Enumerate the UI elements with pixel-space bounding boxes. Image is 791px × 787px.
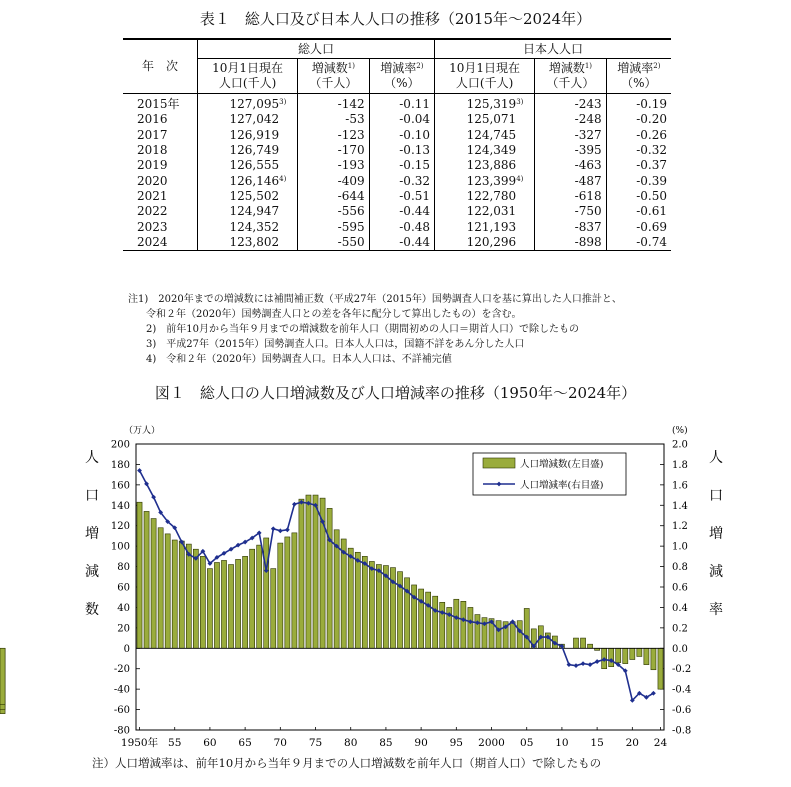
x-tick-label: 80 bbox=[344, 737, 358, 749]
bar bbox=[214, 562, 219, 648]
jp-rate-cell: -0.32 bbox=[606, 143, 671, 158]
left-tick-label: -20 bbox=[113, 664, 130, 676]
total-rate-cell: -0.10 bbox=[369, 128, 434, 143]
bar bbox=[581, 638, 586, 648]
population-change-chart bbox=[0, 415, 791, 755]
right-tick-label: 0.0 bbox=[672, 643, 688, 655]
figure-note: 注）人口増減率は、前年10月から当年９月までの人口増減数を前年人口（期首人口）で除したもの bbox=[92, 756, 602, 770]
bar bbox=[179, 541, 184, 648]
bar bbox=[355, 552, 360, 648]
jp-rate-cell: -0.69 bbox=[606, 219, 671, 234]
right-axis-title-char: 減 bbox=[709, 564, 723, 580]
table-notes bbox=[128, 292, 622, 367]
bar bbox=[651, 648, 656, 669]
right-axis-title-char: 率 bbox=[709, 602, 723, 618]
jp-rate-cell: -0.39 bbox=[606, 173, 671, 188]
x-tick-label: 15 bbox=[590, 737, 604, 749]
right-tick-label: -0.8 bbox=[672, 725, 692, 737]
table-row bbox=[123, 235, 671, 251]
total-pop-cell: 123,802 bbox=[198, 235, 298, 251]
jp-change-cell: -248 bbox=[535, 112, 606, 127]
table-row bbox=[123, 128, 671, 143]
table-row bbox=[123, 143, 671, 158]
bar bbox=[257, 545, 262, 648]
jp-change-cell: -487 bbox=[535, 173, 606, 188]
left-tick-label: 120 bbox=[110, 521, 130, 533]
total-pop-cell: 124,947 bbox=[198, 204, 298, 219]
bar bbox=[158, 528, 163, 649]
bar bbox=[658, 648, 663, 689]
bar bbox=[172, 540, 177, 648]
total-change-cell: -123 bbox=[298, 128, 369, 143]
bar bbox=[426, 592, 431, 648]
legend-bar-swatch bbox=[483, 458, 515, 468]
jp-rate-cell: -0.61 bbox=[606, 204, 671, 219]
total-rate-cell: -0.11 bbox=[369, 94, 434, 113]
bar bbox=[341, 539, 346, 648]
jp-rate-cell: -0.74 bbox=[606, 235, 671, 251]
total-rate-cell: -0.51 bbox=[369, 189, 434, 204]
total-change-cell: -644 bbox=[298, 189, 369, 204]
x-tick-label: 85 bbox=[379, 737, 393, 749]
bar bbox=[573, 638, 578, 648]
right-tick-label: 0.6 bbox=[672, 582, 688, 594]
total-change-cell: -556 bbox=[298, 204, 369, 219]
left-tick-label: -80 bbox=[113, 725, 130, 737]
bar bbox=[616, 648, 621, 662]
note-line: 3) 平成27年（2015年）国勢調査人口。日本人人口は，国籍不詳をあん分した人口 bbox=[146, 339, 525, 350]
right-tick-label: 1.2 bbox=[672, 521, 688, 533]
jp-change-cell: -327 bbox=[535, 128, 606, 143]
bar bbox=[510, 622, 515, 649]
x-tick-label: 95 bbox=[449, 737, 464, 749]
bar bbox=[362, 556, 367, 648]
table-row bbox=[123, 94, 671, 113]
bar bbox=[193, 549, 198, 648]
bar bbox=[369, 561, 374, 648]
bar bbox=[137, 502, 142, 648]
bar bbox=[250, 549, 255, 648]
bar bbox=[468, 607, 473, 648]
japanese-population-header: 日本人人口 bbox=[435, 39, 671, 59]
left-unit-label: （万人） bbox=[124, 426, 161, 436]
x-tick-label: 70 bbox=[273, 737, 288, 749]
legend-bar-label: 人口増減数(左目盛) bbox=[520, 459, 604, 470]
table-row bbox=[123, 158, 671, 173]
right-tick-label: 1.8 bbox=[672, 459, 688, 471]
figure-title: 図１ 総人口の人口増減数及び人口増減率の推移（1950年～2024年） bbox=[154, 384, 637, 402]
year-cell: 2023 bbox=[137, 219, 168, 234]
total-rate-cell: -0.44 bbox=[369, 204, 434, 219]
bar bbox=[229, 565, 234, 649]
jp-rate-col-header: 増減率$^{2)}$ （%） bbox=[606, 59, 671, 94]
total-pop-col-header: 10月1日現在 人口(千人) bbox=[198, 59, 298, 94]
total-change-col-header: 増減数$^{1)}$ （千人） bbox=[298, 59, 369, 94]
year-cell: 2020 bbox=[137, 173, 168, 188]
bar bbox=[496, 621, 501, 649]
bar bbox=[271, 569, 276, 649]
jp-change-cell: -618 bbox=[535, 189, 606, 204]
bar bbox=[313, 495, 318, 648]
jp-rate-cell: -0.26 bbox=[606, 128, 671, 143]
bar bbox=[630, 648, 635, 659]
jp-rate-cell: -0.50 bbox=[606, 189, 671, 204]
total-pop-cell: 126,555 bbox=[198, 158, 298, 173]
bar bbox=[348, 548, 353, 648]
bar bbox=[637, 648, 642, 656]
bar bbox=[644, 648, 649, 664]
bar bbox=[461, 601, 466, 648]
jp-pop-cell: 123,399$^{4)}$ bbox=[435, 173, 535, 188]
left-axis-title-char: 人 bbox=[85, 450, 99, 466]
bar bbox=[419, 589, 424, 648]
bar bbox=[200, 556, 205, 648]
right-unit-label: (%) bbox=[672, 426, 688, 436]
jp-pop-cell: 125,319$^{3)}$ bbox=[435, 94, 535, 113]
x-tick-label: 60 bbox=[203, 737, 217, 749]
total-pop-cell: 127,095$^{3)}$ bbox=[198, 94, 298, 113]
jp-change-cell: -898 bbox=[535, 235, 606, 251]
x-tick-label: 75 bbox=[308, 737, 323, 749]
left-tick-label: -60 bbox=[113, 705, 130, 717]
left-axis-title-char: 数 bbox=[85, 602, 99, 618]
x-tick-label: 20 bbox=[625, 737, 640, 749]
table-row bbox=[123, 204, 671, 219]
jp-change-cell: -750 bbox=[535, 204, 606, 219]
bar bbox=[299, 499, 304, 648]
bar bbox=[144, 511, 149, 648]
bar bbox=[264, 538, 269, 648]
jp-pop-cell: 124,745 bbox=[435, 128, 535, 143]
x-tick-label: 65 bbox=[238, 737, 252, 749]
year-cell: 2021 bbox=[137, 188, 168, 203]
total-change-cell: -142 bbox=[298, 94, 369, 113]
right-tick-label: 0.8 bbox=[672, 562, 688, 574]
bar bbox=[165, 534, 170, 648]
bar bbox=[151, 519, 156, 649]
bar bbox=[0, 648, 5, 704]
year-cell: 2015年 bbox=[137, 97, 180, 112]
bar bbox=[454, 599, 459, 648]
total-change-cell: -409 bbox=[298, 173, 369, 188]
left-tick-label: 60 bbox=[117, 582, 130, 594]
year-header: 年 次 bbox=[123, 39, 198, 94]
year-cell: 2017 bbox=[137, 127, 168, 142]
bar bbox=[609, 648, 614, 666]
right-tick-label: 0.2 bbox=[672, 623, 688, 635]
bar bbox=[306, 495, 311, 648]
legend-line-label: 人口増減率(右目盛) bbox=[520, 480, 604, 491]
jp-rate-cell: -0.20 bbox=[606, 112, 671, 127]
jp-change-cell: -463 bbox=[535, 158, 606, 173]
jp-pop-cell: 121,193 bbox=[435, 219, 535, 234]
right-tick-label: 1.6 bbox=[672, 480, 688, 492]
year-cell: 2019 bbox=[137, 158, 168, 173]
right-tick-label: -0.2 bbox=[672, 664, 692, 676]
jp-pop-cell: 124,349 bbox=[435, 143, 535, 158]
bar bbox=[376, 565, 381, 649]
jp-rate-cell: -0.19 bbox=[606, 94, 671, 113]
bar bbox=[588, 644, 593, 648]
left-tick-label: 20 bbox=[117, 623, 130, 635]
right-tick-label: 0.4 bbox=[672, 602, 688, 614]
total-change-cell: -170 bbox=[298, 143, 369, 158]
year-cell: 2018 bbox=[137, 143, 168, 158]
total-rate-cell: -0.04 bbox=[369, 112, 434, 127]
total-pop-cell: 126,919 bbox=[198, 128, 298, 143]
total-change-cell: -193 bbox=[298, 158, 369, 173]
total-rate-cell: -0.32 bbox=[369, 173, 434, 188]
left-tick-label: 40 bbox=[117, 602, 130, 614]
bar bbox=[221, 560, 226, 648]
total-pop-cell: 124,352 bbox=[198, 219, 298, 234]
total-change-cell: -550 bbox=[298, 235, 369, 251]
bar bbox=[327, 508, 332, 648]
x-tick-label: 55 bbox=[168, 737, 182, 749]
jp-change-cell: -243 bbox=[535, 94, 606, 113]
total-pop-cell: 125,502 bbox=[198, 189, 298, 204]
bar bbox=[433, 596, 438, 648]
table-row bbox=[123, 219, 671, 234]
total-rate-col-header: 増減率$^{2)}$ （%） bbox=[369, 59, 434, 94]
x-tick-label: 1950年 bbox=[120, 737, 159, 749]
jp-pop-cell: 120,296 bbox=[435, 235, 535, 251]
x-tick-label: 24 bbox=[653, 737, 668, 749]
x-tick-label: 10 bbox=[555, 737, 569, 749]
bar bbox=[405, 578, 410, 648]
left-axis-title-char: 減 bbox=[85, 564, 99, 580]
total-rate-cell: -0.15 bbox=[369, 158, 434, 173]
right-tick-label: 1.4 bbox=[672, 500, 688, 512]
total-change-cell: -595 bbox=[298, 219, 369, 234]
year-cell: 2024 bbox=[123, 235, 198, 251]
total-population-header: 総人口 bbox=[198, 39, 435, 59]
right-tick-label: -0.6 bbox=[672, 705, 692, 717]
bar bbox=[524, 608, 529, 648]
left-tick-label: 80 bbox=[117, 562, 130, 574]
left-tick-label: 200 bbox=[110, 439, 130, 451]
total-change-cell: -53 bbox=[298, 112, 369, 127]
left-tick-label: -40 bbox=[113, 684, 130, 696]
left-axis-title-char: 口 bbox=[85, 488, 99, 504]
note-line: 4) 令和２年（2020年）国勢調査人口。日本人人口は、不詳補完値 bbox=[146, 354, 452, 365]
bar bbox=[236, 559, 241, 648]
total-rate-cell: -0.13 bbox=[369, 143, 434, 158]
right-tick-label: 1.0 bbox=[672, 541, 688, 553]
left-tick-label: 180 bbox=[110, 459, 130, 471]
left-tick-label: 140 bbox=[110, 500, 130, 512]
jp-rate-cell: -0.37 bbox=[606, 158, 671, 173]
total-pop-cell: 126,749 bbox=[198, 143, 298, 158]
jp-change-cell: -395 bbox=[535, 143, 606, 158]
left-tick-label: 0 bbox=[123, 643, 130, 655]
right-axis-title-char: 口 bbox=[709, 488, 723, 504]
bar bbox=[440, 602, 445, 648]
table-title: 表１ 総人口及び日本人人口の推移（2015年～2024年） bbox=[199, 10, 592, 28]
year-cell: 2016 bbox=[137, 112, 168, 127]
left-tick-label: 160 bbox=[110, 480, 130, 492]
jp-change-cell: -837 bbox=[535, 219, 606, 234]
jp-change-col-header: 増減数$^{1)}$ （千人） bbox=[535, 59, 606, 94]
note-line: 2) 前年10月から当年９月までの増減数を前年人口（期間初めの人口＝期首人口）で除したもの bbox=[146, 324, 579, 335]
jp-pop-cell: 122,031 bbox=[435, 204, 535, 219]
bar bbox=[412, 585, 417, 648]
bar bbox=[475, 615, 480, 649]
total-pop-cell: 126,146$^{4)}$ bbox=[198, 173, 298, 188]
total-rate-cell: -0.48 bbox=[369, 219, 434, 234]
x-tick-label: 2000 bbox=[478, 737, 505, 749]
bar bbox=[278, 543, 283, 648]
right-tick-label: 2.0 bbox=[672, 439, 688, 451]
note-line: 注1) 2020年までの増減数には補間補正数（平成27年（2015年）国勢調査人口を基に算出した人口推計と、 bbox=[128, 294, 622, 305]
jp-pop-cell: 125,071 bbox=[435, 112, 535, 127]
note-line: 令和２年（2020年）国勢調査人口との差を各年に配分して算出したもの）を含む。 bbox=[146, 309, 522, 320]
bar bbox=[207, 569, 212, 649]
bar bbox=[623, 648, 628, 663]
x-tick-label: 90 bbox=[414, 737, 428, 749]
left-tick-label: 100 bbox=[110, 541, 130, 553]
bar bbox=[285, 537, 290, 648]
table-row bbox=[123, 112, 671, 127]
jp-pop-cell: 123,886 bbox=[435, 158, 535, 173]
jp-pop-col-header: 10月1日現在 人口(千人) bbox=[435, 59, 535, 94]
bar bbox=[292, 533, 297, 648]
bar bbox=[517, 621, 522, 649]
bar bbox=[397, 572, 402, 649]
total-pop-cell: 127,042 bbox=[198, 112, 298, 127]
jp-pop-cell: 122,780 bbox=[435, 189, 535, 204]
total-rate-cell: -0.44 bbox=[369, 235, 434, 251]
bar bbox=[186, 544, 191, 648]
year-cell: 2022 bbox=[137, 204, 168, 219]
left-axis-title-char: 増 bbox=[85, 526, 99, 542]
table-row bbox=[123, 173, 671, 188]
x-tick-label: 05 bbox=[520, 737, 534, 749]
population-table bbox=[123, 38, 671, 251]
table-row bbox=[123, 189, 671, 204]
right-axis-title-char: 増 bbox=[709, 526, 723, 542]
right-axis-title-char: 人 bbox=[709, 450, 723, 466]
right-tick-label: -0.4 bbox=[672, 684, 692, 696]
bar bbox=[243, 556, 248, 648]
